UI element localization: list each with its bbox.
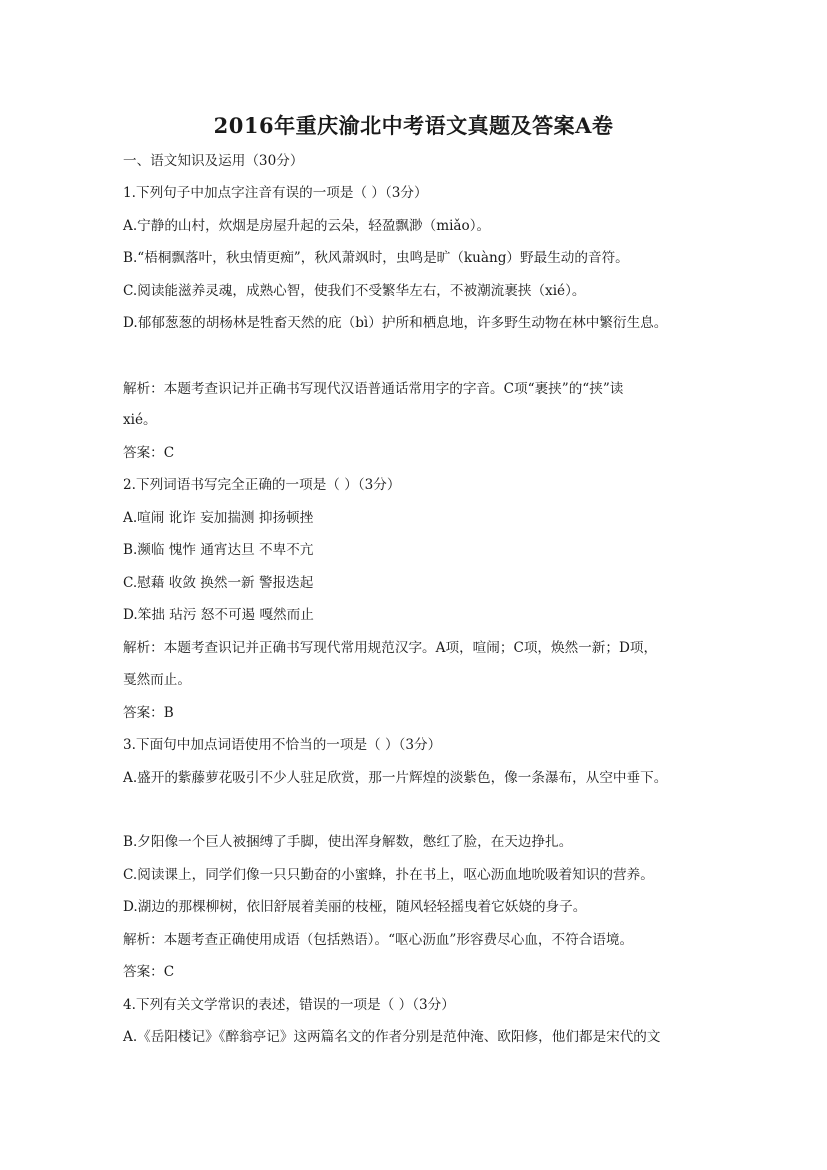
- question-2: 2.下列词语书写完全正确的一项是（ ）（3分）: [123, 477, 401, 493]
- option-2c: C.慰藉 收敛 换然一新 警报迭起: [123, 575, 314, 591]
- section-heading: 一、语文知识及运用（30分）: [123, 153, 304, 169]
- question-3: 3.下面句中加点词语使用不恰当的一项是（ ）（3分）: [123, 737, 442, 753]
- option-2a: A.喧闹 讹诈 妄加揣测 抑扬顿挫: [123, 510, 314, 526]
- answer-2: 答案：B: [123, 705, 174, 721]
- option-4a: A.《岳阳楼记》《醉翁亭记》这两篇名文的作者分别是范仲淹、欧阳修，他们都是宋代的文: [123, 1029, 661, 1045]
- option-3d: D.湖边的那棵柳树，依旧舒展着美丽的枝桠，随风轻轻摇曳着它妖娆的身子。: [123, 899, 587, 915]
- analysis-2-cont: 戛然而止。: [123, 672, 191, 688]
- question-4: 4.下列有关文学常识的表述，错误的一项是（ ）（3分）: [123, 997, 455, 1013]
- option-1b: B.“梧桐飘落叶，秋虫情更痴”，秋风萧飒时，虫鸣是旷（kuàng）野最生动的音符。: [123, 250, 629, 266]
- option-3a: A.盛开的紫藤萝花吸引不少人驻足欣赏，那一片辉煌的淡紫色，像一条瀑布，从空中垂下。: [123, 770, 668, 786]
- answer-1: 答案：C: [123, 445, 175, 461]
- option-3b: B.夕阳像一个巨人被捆缚了手脚，使出浑身解数，憋红了脸，在天边挣扎。: [123, 834, 573, 850]
- option-3c: C.阅读课上，同学们像一只只勤奋的小蜜蜂，扑在书上，呕心沥血地吮吸着知识的营养。: [123, 867, 654, 883]
- answer-3: 答案：C: [123, 964, 175, 980]
- analysis-2: 解析：本题考查识记并正确书写现代常用规范汉字。A项，喧闹；C项，焕然一新；D项，: [123, 640, 658, 656]
- question-1: 1.下列句子中加点字注音有误的一项是（ ）（3分）: [123, 185, 428, 201]
- analysis-1-cont: xié。: [123, 412, 157, 428]
- option-1a: A.宁静的山村，炊烟是房屋升起的云朵，轻盈飘渺（miǎo）。: [123, 218, 491, 234]
- option-1d: D.郁郁葱葱的胡杨林是牲畜天然的庇（bì）护所和栖息地，许多野生动物在林中繁衍生息。: [123, 315, 668, 331]
- analysis-3: 解析：本题考查正确使用成语（包括熟语）。“呕心沥血”形容费尽心血，不符合语境。: [123, 932, 634, 948]
- document-title: 2016年重庆渝北中考语文真题及答案A卷: [213, 113, 614, 138]
- option-1c: C.阅读能滋养灵魂，成熟心智，使我们不受繁华左右，不被潮流裹挟（xié）。: [123, 283, 586, 299]
- analysis-1: 解析：本题考查识记并正确书写现代汉语普通话常用字的字音。C项“裹挟”的“挟”读: [123, 381, 624, 397]
- option-2d: D.笨拙 玷污 怒不可遏 嘎然而止: [123, 607, 314, 623]
- option-2b: B.濒临 愧怍 通宵达旦 不卑不亢: [123, 542, 314, 558]
